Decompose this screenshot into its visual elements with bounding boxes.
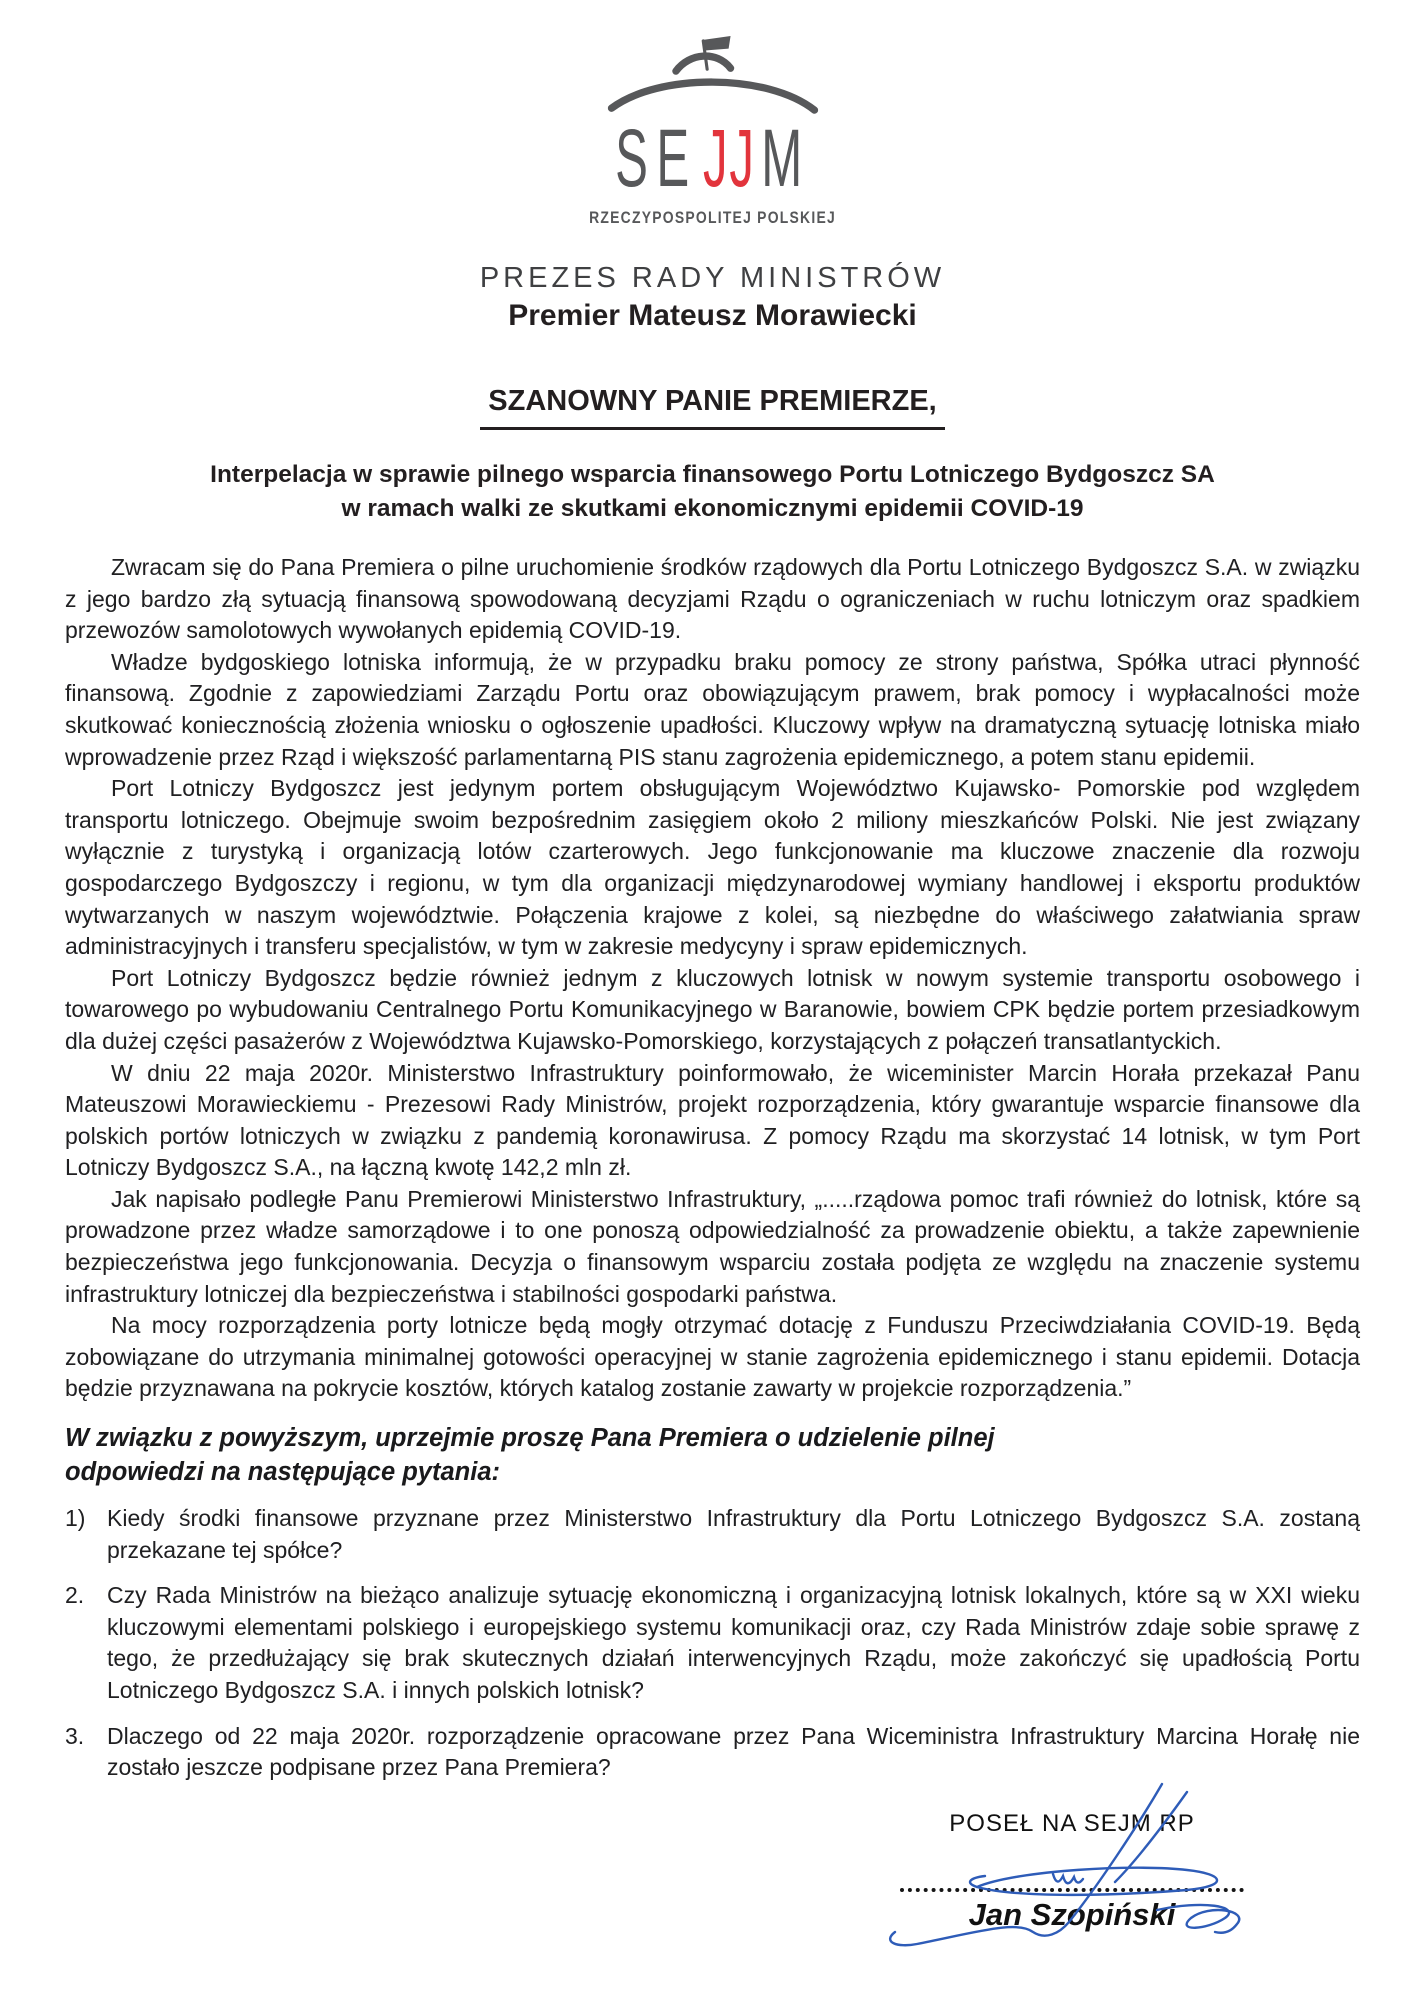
logo-subtitle: RZECZYPOSPOLITEJ POLSKIEJ [589,208,836,227]
premier-name: Premier Mateusz Morawiecki [508,299,917,332]
signature-name: Jan Szopiński [968,1896,1176,1932]
request-heading: W związku z powyższym, uprzejmie proszę Pana Premiera o udzielenie pilnej odpowiedzi na następujące pytania: [65,1424,995,1487]
paragraph: Zwracam się do Pana Premiera o pilne uruchomienie środków rządowych dla Portu Lotniczego Bydgoszcz S.A. w związku z jego bardzo złą sytuacją finansową spowodowaną decyzjami Rządu o ograniczeniach w ruchu lotniczym oraz spadkiem przewozów samolotowych wywołanych epidemią COVID-19. [65,554,1360,644]
dome-arc [611,82,814,110]
questions-list [65,1503,1360,1784]
paragraph: Na mocy rozporządzenia porty lotnicze będą mogły otrzymać dotację z Funduszu Przeciwdziałania COVID-19. Będą zobowiązane do utrzymania minimalnej gotowości operacyjnej w stanie zagrożenia epidemicznego i stanu epidemii. Dotacja będzie przyznawana na pokrycie kosztów, których katalog zostanie zawarty w projekcie rozporządzenia.” [65,1312,1360,1402]
paragraph: Władze bydgoskiego lotniska informują, że w przypadku braku pomocy ze strony państwa, Spółka utraci płynność finansową. Zgodnie z zapowiedziami Zarządu Portu oraz obowiązującym prawem, brak pomocy i wypłacalności może skutkować koniecznością złożenia wniosku o ogłoszenie upadłości. Kluczowy wpływ na dramatyczną sytuację lotniska miało wprowadzenie przez Rząd i większość parlamentarną PIS stanu zagrożenia epidemicznego, a potem stanu epidemii. [65,648,1360,770]
letter-body [65,552,1360,1784]
question-marker: 3. [65,1722,85,1749]
question-text: Kiedy środki finansowe przyznane przez Ministerstwo Infrastruktury dla Portu Lotniczego Bydgoszcz S.A. zostaną przekazane tej spółce? [107,1505,1360,1563]
subject-line-2: w ramach walki ze skutkami ekonomicznymi epidemii COVID-19 [341,495,1084,522]
question-text: Czy Rada Ministrów na bieżąco analizuje sytuację ekonomiczną i organizacyjną lotnisk lokalnych, które są w XXI wieku kluczowymi elementami polskiego i europejskiego systemu komunikacji oraz, czy Rada Ministrów zdaje sobie sprawę z tego, że przedłużający się brak skutecznych działań interwencyjnych Rządu, może zakończyć się upadłością Portu Lotniczego Bydgoszcz S.A. i innych polskich lotnisk? [107,1582,1360,1703]
signature-role: POSEŁ NA SEJM RP [949,1809,1195,1837]
flag-icon [703,36,730,51]
sejm-logo [65,36,1360,228]
signature-dotted-line [900,1838,1244,1892]
paragraph: Port Lotniczy Bydgoszcz będzie również jednym z kluczowych lotnisk w nowym systemie transportu osobowego i towarowego po wybudowaniu Centralnego Portu Komunikacyjnego w Baranowie, bowiem CPK będzie portem przesiadkowym dla dużej części pasażerów z Województwa Kujawsko-Pomorskiego, korzystających z połączeń transatlantyckich. [65,964,1360,1054]
logo-wordmark [65,113,1360,204]
paragraph: Port Lotniczy Bydgoszcz jest jedynym portem obsługującym Województwo Kujawsko- Pomorskie pod względem transportu lotniczego. Obejmuje swoim bezpośrednim zasięgiem około 2 miliony mieszkańców Polski. Nie jest związany wyłącznie z turystyką i organizacją lotów czarterowych. Jego funkcjonowanie ma kluczowe znaczenie dla rozwoju gospodarczego Bydgoszczy i regionu, w tym dla organizacji międzynarodowej wymiany handlowej i eksportu produktów wytwarzanych w naszym województwie. Połączenia krajowe z kolei, są niezbędne do właściwego załatwiania spraw administracyjnych i transferu specjalistów, w tym w zakresie medycyny i spraw epidemicznych. [65,775,1360,960]
question-marker: 1) [65,1505,86,1532]
salutation: SZANOWNY PANIE PREMIERZE, [480,385,944,430]
subject-line-1: Interpelacja w sprawie pilnego wsparcia finansowego Portu Lotniczego Bydgoszcz SA [210,461,1215,488]
logo-jj-red: JJ [702,113,756,204]
parliament-dome-icon [603,36,823,116]
logo-sejm-text: SEJJM [614,113,811,204]
cupola-arc [675,56,730,71]
paragraph: W dniu 22 maja 2020r. Ministerstwo Infrastruktury poinformowało, że wiceminister Marcin Horała przekazał Panu Mateuszowi Morawieckiemu - Prezesowi Rady Ministrów, projekt rozporządzenia, który gwarantuje wsparcie finansowe dla polskich portów lotniczych w związku z pandemią koronawirusa. Z pomocy Rządu ma skorzystać 14 lotnisk, w tym Port Lotniczy Bydgoszcz S.A., na łączną kwotę 142,2 mln zł. [65,1059,1360,1181]
office-title: PREZES RADY MINISTRÓW [479,262,946,294]
question-marker: 2. [65,1582,85,1609]
question-item [65,1503,1360,1566]
question-item [65,1721,1360,1784]
subject-heading [65,458,1360,526]
question-text: Dlaczego od 22 maja 2020r. rozporządzenie opracowane przez Pana Wiceministra Infrastruktury Marcina Horałę nie zostało jeszcze podpisane przez Pana Premiera? [107,1722,1360,1781]
paragraph: Jak napisało podległe Panu Premierowi Ministerstwo Infrastruktury, „.....rządowa pomoc trafi również do lotnisk, które są prowadzone przez władze samorządowe i to one ponoszą odpowiedzialność za prowadzenie obiektu, a także zapewnienie bezpieczeństwa jego funkcjonowania. Decyzja o finansowym wsparciu została podjęta ze względu na znaczenie systemu infrastruktury lotniczej dla bezpieczeństwa i stabilności gospodarki państwa. [65,1185,1360,1307]
signature-block [912,1810,1232,1933]
question-item [65,1580,1360,1706]
